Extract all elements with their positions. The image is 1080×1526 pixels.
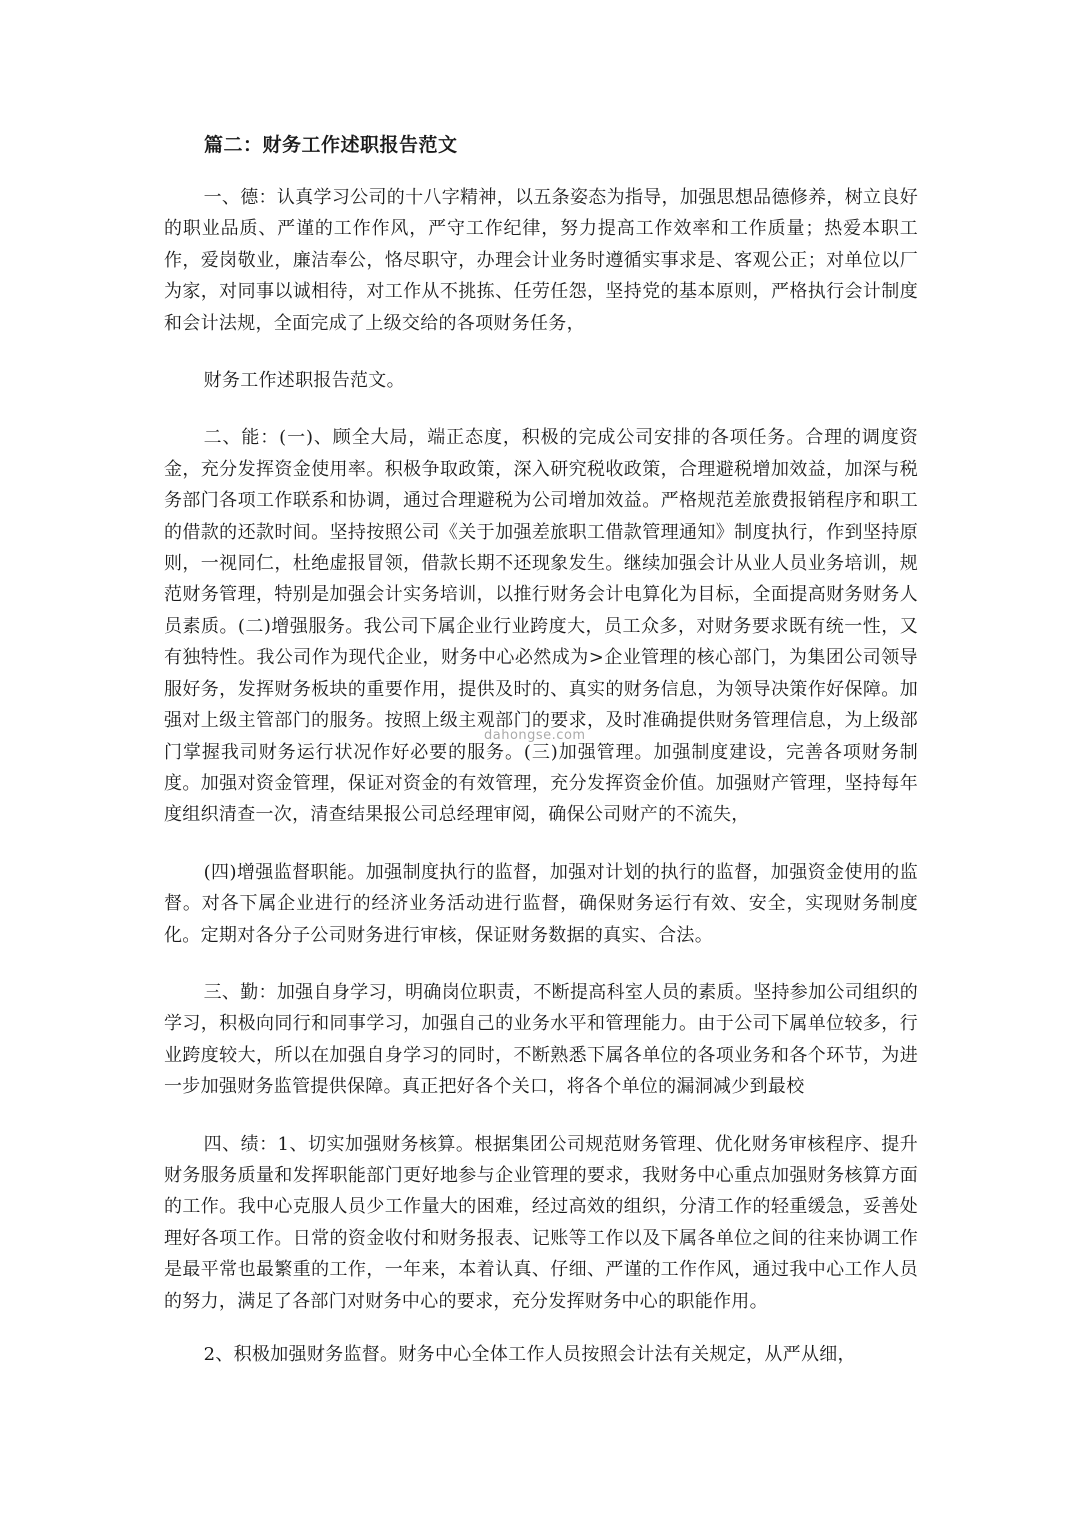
paragraph-virtue: 一、德：认真学习公司的十八字精神，以五条姿态为指导，加强思想品德修养，树立良好的职业品质、严谨的工作作风，严守工作纪律，努力提高工作效率和工作质量；热爱本职工作，爱岗敬业，廉洁奉公，恪尽职守，办理会计业务时遵循实事求是、客观公正；对单位以厂为家，对同事以诚相待，对工作从不挑拣、任劳任怨，坚持党的基本原则，严格执行会计制度和会计法规，全面完成了上级交给的各项财务任务，	[164, 187, 918, 334]
paragraph-diligence: 三、勤：加强自身学习，明确岗位职责，不断提高科室人员的素质。坚持参加公司组织的学习，积极向同行和同事学习，加强自己的业务水平和管理能力。由于公司下属单位较多，行业跨度较大，所以在加强自身学习的同时，不断熟悉下属各单位的各项业务和各个环节，为进一步加强财务监管提供保障。真正把好各个关口，将各个单位的漏洞减少到最校	[164, 981, 918, 1098]
watermark: dahongse.com	[484, 728, 586, 743]
paragraph-achievement: 四、绩：1、切实加强财务核算。根据集团公司规范财务管理、优化财务审核程序、提升财务服务质量和发挥职能部门更好地参与企业管理的要求，我财务中心重点加强财务核算方面的工作。我中心克服人员少工作量大的困难，经过高效的组织，分清工作的轻重缓急，妥善处理好各项工作。日常的资金收付和财务报表、记账等工作以及下属各单位之间的往来协调工作是最平常也最繁重的工作，一年来，本着认真、仔细、严谨的工作作风，通过我中心工作人员的努力，满足了各部门对财务中心的要求，充分发挥财务中心的职能作用。	[164, 1133, 918, 1312]
paragraph-ability: 二、能：(一)、顾全大局，端正态度，积极的完成公司安排的各项任务。合理的调度资金，充分发挥资金使用率。积极争取政策，深入研究税收政策，合理避税增加效益，加深与税务部门各项工作联系和协调，通过合理避税为公司增加效益。严格规范差旅费报销程序和职工的借款的还款时间。坚持按照公司《关于加强差旅职工借款管理通知》制度执行，作到坚持原则，一视同仁，杜绝虚报冒领，借款长期不还现象发生。继续加强会计从业人员业务培训，规范财务管理，特别是加强会计实务培训，以推行财务会计电算化为目标，全面提高财务财务人员素质。(二)增强服务。我公司下属企业行业跨度大，员工众多，对财务要求既有统一性，又有独特性。我公司作为现代企业，财务中心必然成为>企业管理的核心部门，为集团公司领导服好务，发挥财务板块的重要作用，提供及时的、真实的财务信息，为领导决策作好保障。加强对上级主管部门的服务。按照上级主观部门的要求，及时准确提供财务管理信息，为上级部门掌握我司财务运行状况作好必要的服务。(三)加强管理。加强制度建设，完善各项财务制度。加强对资金管理，保证对资金的有效管理，充分发挥资金价值。加强财产管理，坚持每年度组织清查一次，清查结果报公司总经理审阅，确保公司财产的不流失，	[164, 427, 918, 826]
paragraph-subtitle-line: 财务工作述职报告范文。	[203, 370, 405, 392]
document-title: 篇二：财务工作述职报告范文	[204, 134, 458, 156]
document-page	[164, 128, 918, 1396]
paragraph-supervision: (四)增强监督职能。加强制度执行的监督，加强对计划的执行的监督，加强资金使用的监督。对各下属企业进行的经济业务活动进行监督，确保财务运行有效、安全，实现财务制度化。定期对各分子公司财务进行审核，保证财务数据的真实、合法。	[164, 861, 918, 946]
paragraph-financial-supervision: 2、积极加强财务监督。财务中心全体工作人员按照会计法有关规定，从严从细，	[203, 1344, 856, 1365]
